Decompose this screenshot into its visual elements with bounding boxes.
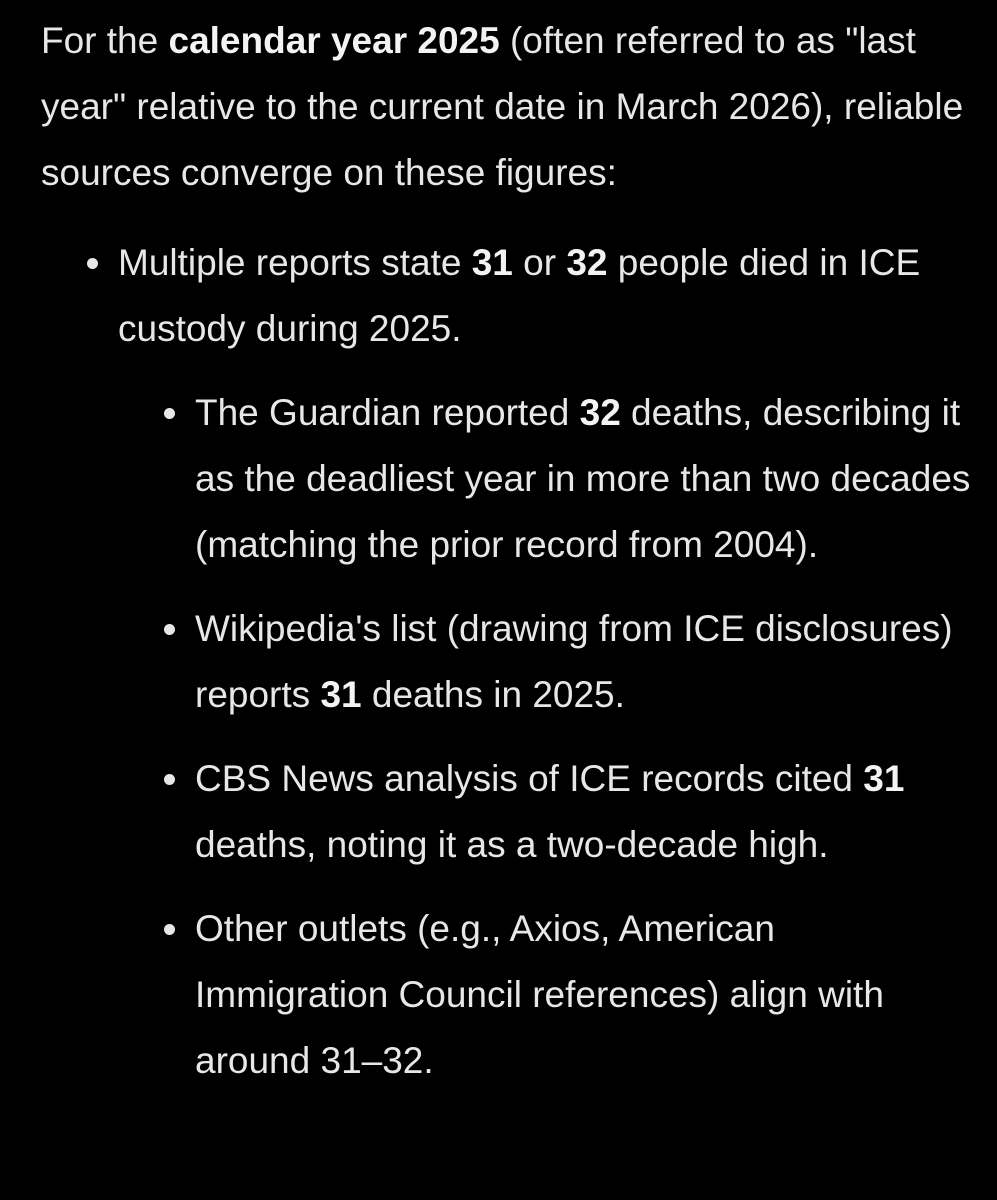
list-item: The Guardian reported 32 deaths, describing it as the deadliest year in more than two decades (matching the prior record from 2004). (41, 380, 971, 578)
bullet-icon (164, 408, 175, 419)
bullet-icon (164, 774, 175, 785)
list-item: Wikipedia's list (drawing from ICE disclosures) reports 31 deaths in 2025. (41, 596, 971, 728)
sub-bullet-list (118, 380, 971, 1094)
list-item: Other outlets (e.g., Axios, American Immigration Council references) align with around 31–32. (41, 896, 971, 1094)
intro-bold: calendar year 2025 (168, 20, 500, 61)
bullet-icon (164, 924, 175, 935)
bullet-list (41, 230, 971, 1094)
intro-paragraph: For the calendar year 2025 (often referred to as "last year" relative to the current date in March 2026), reliable sources converge on these figures: (41, 20, 964, 193)
bullet-icon (87, 258, 98, 269)
bullet-icon (164, 624, 175, 635)
list-item: Multiple reports state 31 or 32 people died in ICE custody during 2025. The Guardian reported 32 deaths, describing it as the deadliest year in more than two decades (matching the prior record from 2004). Wikipedia's list (drawing from ICE disclosures) reports 31 deaths in 2025. CBS News analysis of ICE records cited 31 deaths, noting it as a two-decade high. Other outlets (e.g., Axios, American Immigration Council references) align with around 31–32. (41, 230, 971, 1094)
list-item: CBS News analysis of ICE records cited 31 deaths, noting it as a two-decade high. (41, 746, 971, 878)
response-text (41, 8, 971, 1094)
